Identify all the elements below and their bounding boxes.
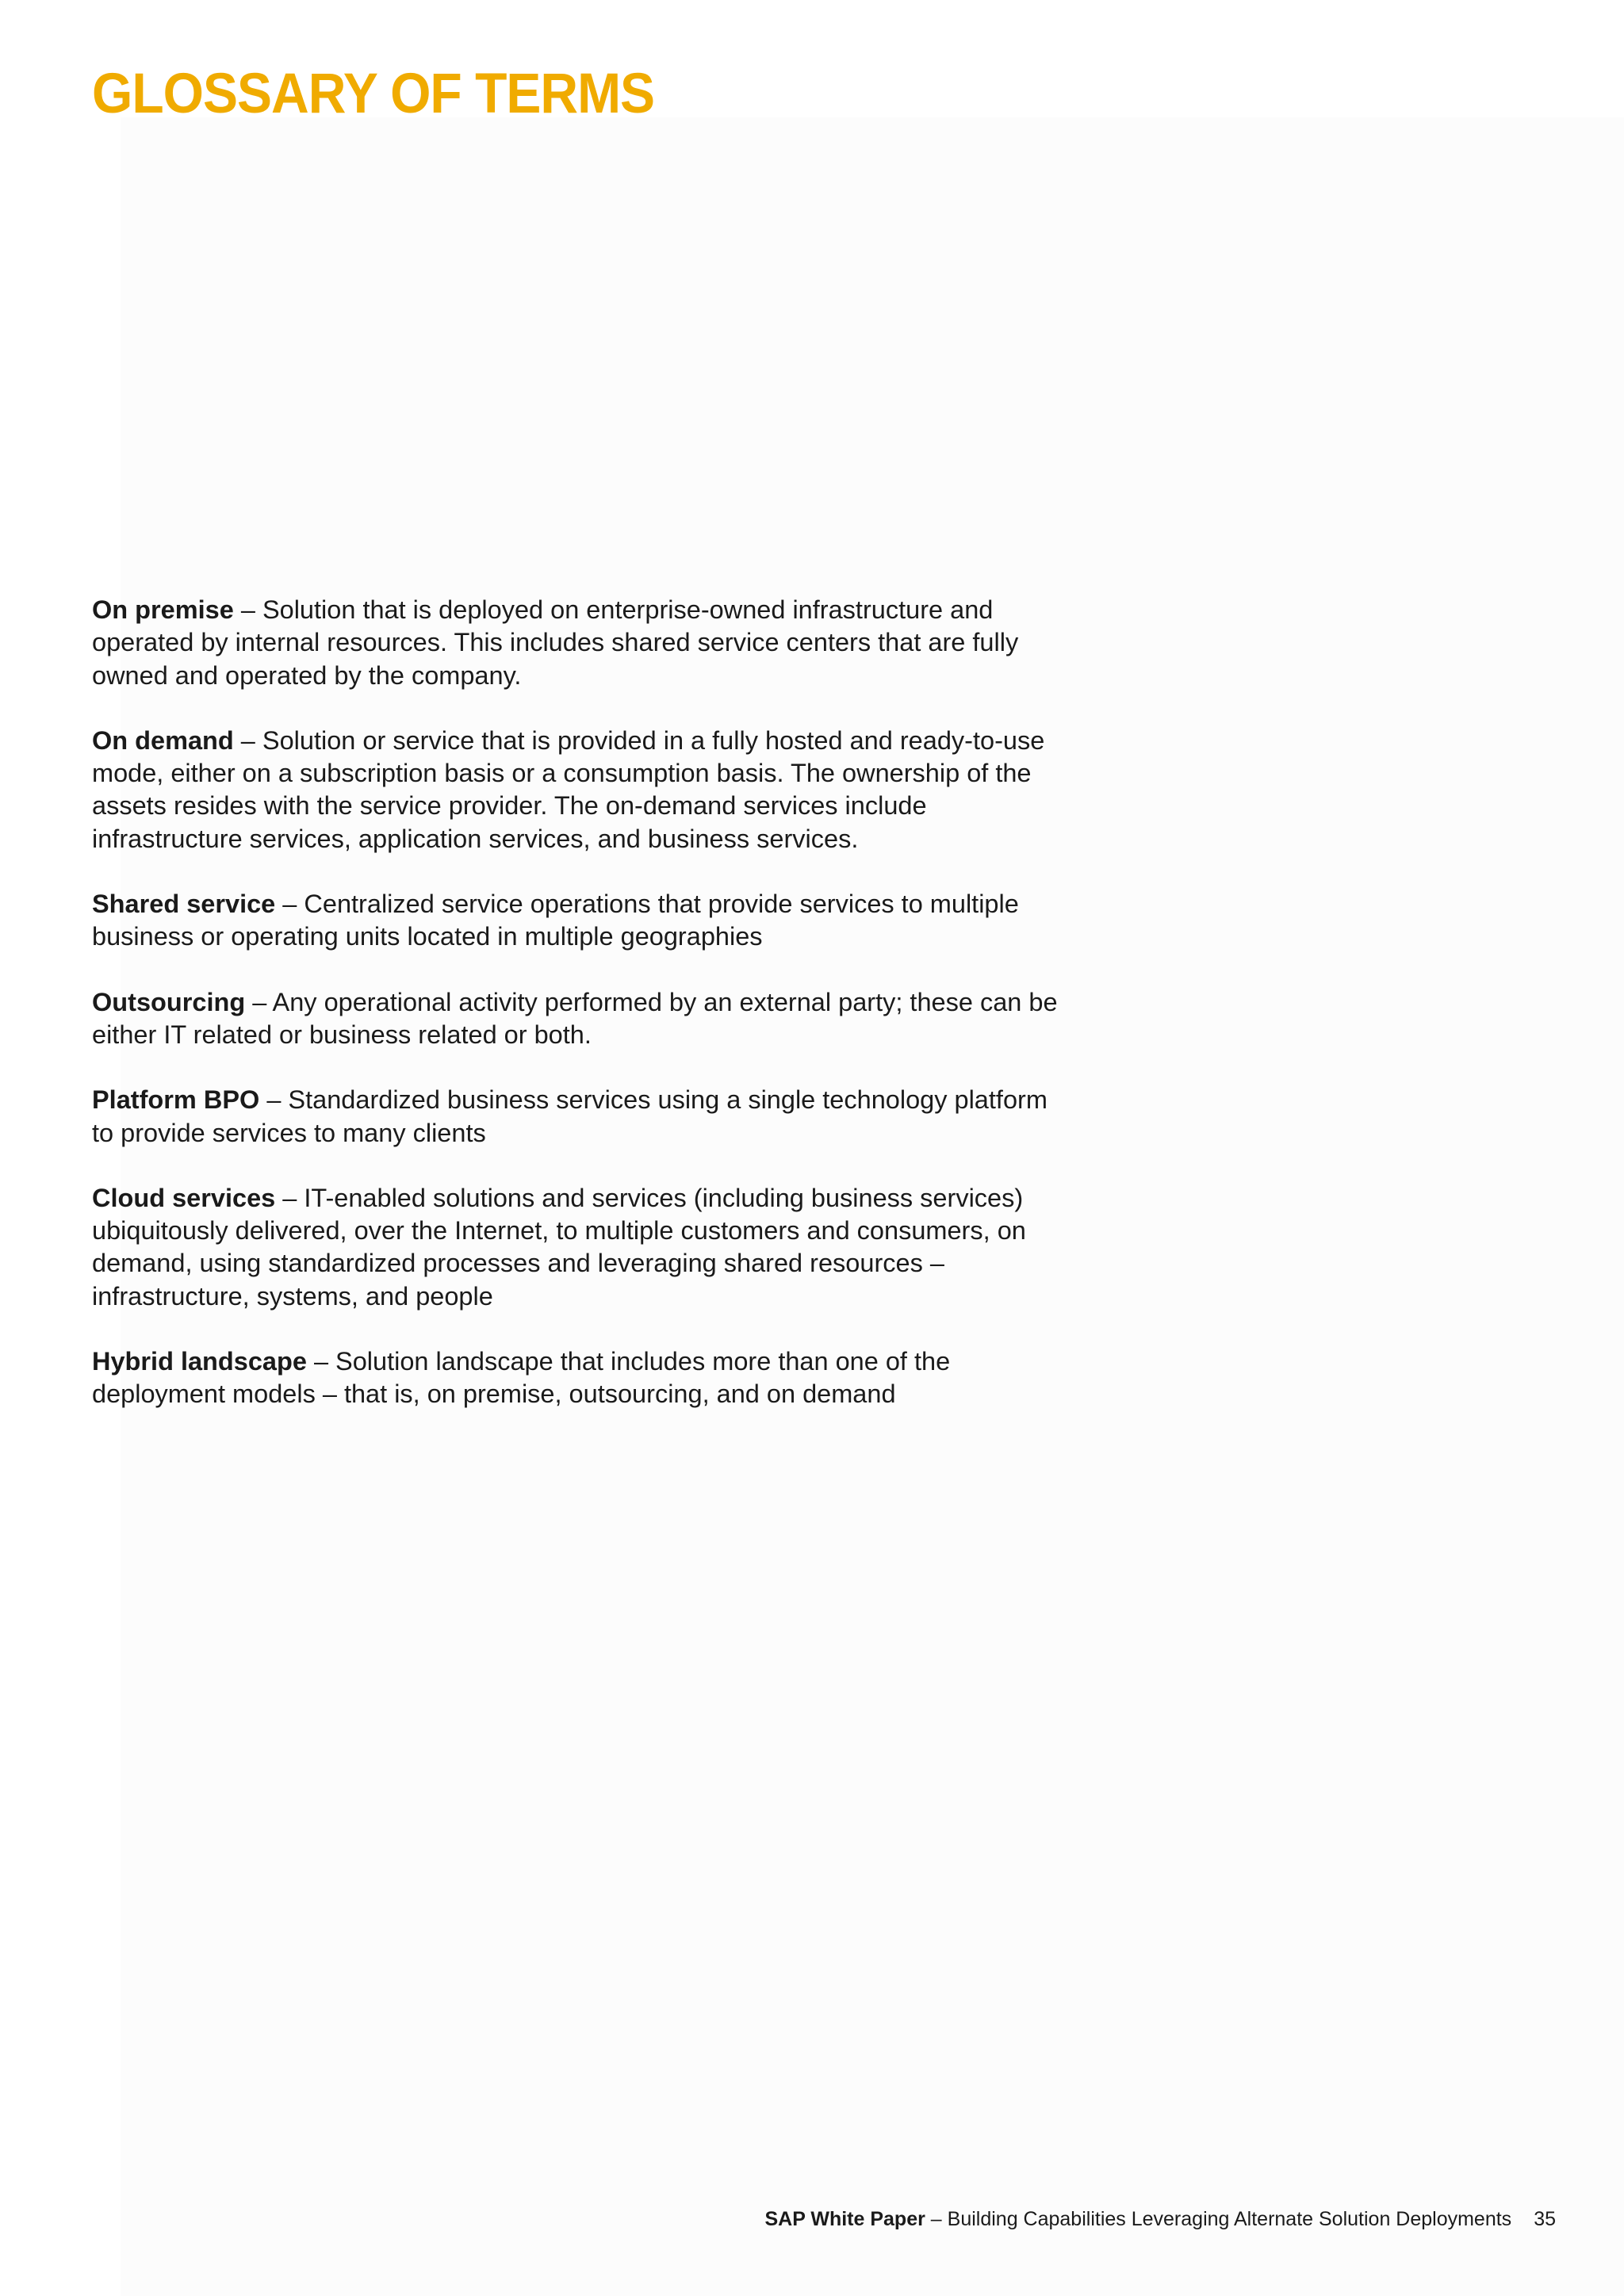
glossary-definition: – Solution that is deployed on enterprise-owned infrastructure and operated by internal resources. This includes shared service centers that are fully owned and operated by the company. xyxy=(92,595,1019,690)
glossary-term: Shared service xyxy=(92,890,276,919)
glossary-definition: – Standardized business services using a single technology platform to provide services to many clients xyxy=(92,1085,1048,1147)
glossary-entry-shared-service xyxy=(92,888,1067,954)
glossary-entry-platform-bpo xyxy=(92,1084,1067,1150)
glossary-term: On demand xyxy=(92,725,234,755)
glossary-term: Outsourcing xyxy=(92,987,246,1016)
glossary-entry-cloud-services xyxy=(92,1182,1067,1313)
glossary-list xyxy=(92,594,1067,1444)
glossary-term: Hybrid landscape xyxy=(92,1347,307,1376)
glossary-term: Cloud services xyxy=(92,1183,276,1212)
footer-publication: SAP White Paper xyxy=(764,2208,925,2230)
page-title: GLOSSARY OF TERMS xyxy=(92,61,655,124)
page-footer xyxy=(0,2206,1556,2232)
glossary-entry-outsourcing xyxy=(92,986,1067,1052)
glossary-definition: – Centralized service operations that provide services to multiple business or operating units located in multiple geographies xyxy=(92,890,1019,951)
glossary-term: Platform BPO xyxy=(92,1085,260,1115)
footer-subtitle: – Building Capabilities Leveraging Alternate Solution Deployments xyxy=(925,2208,1512,2230)
glossary-term: On premise xyxy=(92,595,234,624)
glossary-entry-on-demand xyxy=(92,725,1067,855)
glossary-definition: – IT-enabled solutions and services (including business services) ubiquitously delivered, over the Internet, to multiple customers and consumers, on demand, using standardized processes and leveraging shared resources – infrastructure, systems, and people xyxy=(92,1183,1026,1311)
glossary-definition: – Any operational activity performed by an external party; these can be either IT related or business related or both. xyxy=(92,987,1058,1049)
page-number: 35 xyxy=(1534,2208,1556,2230)
glossary-entry-on-premise xyxy=(92,594,1067,692)
glossary-entry-hybrid-landscape xyxy=(92,1345,1067,1411)
glossary-definition: – Solution or service that is provided in a fully hosted and ready-to-use mode, either on a subscription basis or a consumption basis. The ownership of the assets resides with the service provider. The on-demand services include infrastructure services, application services, and business services. xyxy=(92,725,1045,853)
glossary-definition: – Solution landscape that includes more than one of the deployment models – that is, on premise, outsourcing, and on demand xyxy=(92,1347,951,1409)
